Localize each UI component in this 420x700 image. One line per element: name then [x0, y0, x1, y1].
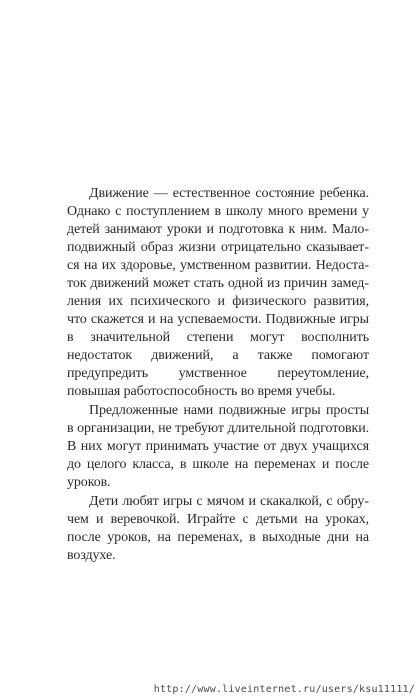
- source-url-watermark: http://www.liveinternet.ru/users/ksu11111/: [153, 684, 415, 695]
- paragraph-games-organization: Предложенные нами подвижные игры просты в организации, не требуют длительной подготовки. В них могут принимать участие от двух учащихся до целого класса, в школе на переменах и после уроков.: [67, 403, 369, 490]
- body-text: [67, 185, 369, 565]
- paragraph-children-play: Дети любят игры с мячом и скакалкой, с обручем и веревочкой. Играйте с детьми на уроках, после уроков, на переменах, в выходные дни на воздухе.: [67, 494, 369, 563]
- paragraph-movement: Движение — естественное состояние ребенка. Однако с поступлением в школу много времени у детей занимают уроки и подготовка к ним. Малоподвижный образ жизни отрицательно сказывается на их здоровье, умственном развитии. Недостаток движений может стать одной из причин замедления их психического и физического развития, что скажется и на успеваемости. Подвижные игры в значительной степени могут восполнить недостаток движений, а также помогают предупредить умственное переутомление, повышая работоспособность во время учебы.: [67, 186, 369, 399]
